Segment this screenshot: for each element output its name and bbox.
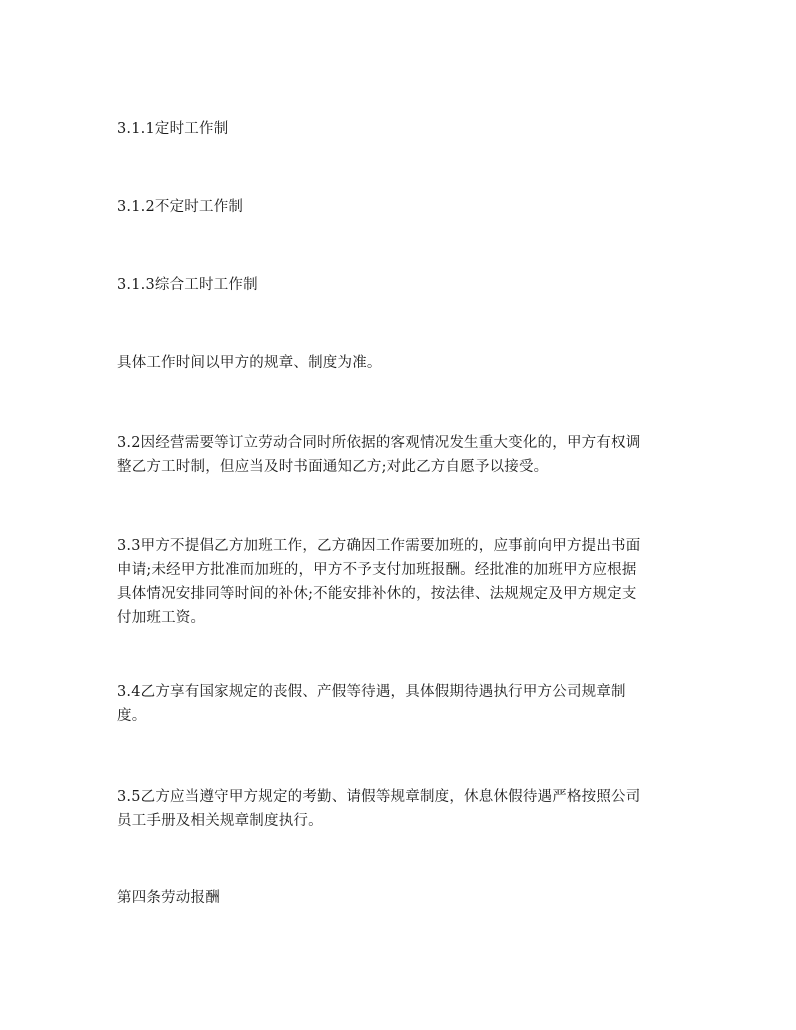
text-line: 度。 — [117, 708, 147, 724]
clause-3-5 — [117, 785, 681, 833]
text-line: 3.5乙方应当遵守甲方规定的考勤、请假等规章制度，休息休假待遇严格按照公司 — [117, 789, 641, 805]
text-line: 3.1.1定时工作制 — [117, 121, 229, 137]
clause-3-1-2 — [117, 195, 681, 219]
text-line: 3.3甲方不提倡乙方加班工作，乙方确因工作需要加班的，应事前向甲方提出书面 — [117, 538, 641, 554]
text-line: 具体工作时间以甲方的规章、制度为准。 — [117, 355, 382, 371]
text-line: 员工手册及相关规章制度执行。 — [117, 813, 323, 829]
clause-3-4 — [117, 680, 681, 728]
text-line: 3.1.3综合工时工作制 — [117, 277, 258, 293]
text-line: 付加班工资。 — [117, 610, 206, 626]
text-line: 具体情况安排同等时间的补休;不能安排补休的，按法律、法规规定及甲方规定支 — [117, 586, 637, 602]
clause-3-2 — [117, 431, 681, 479]
clause-3-1-3 — [117, 273, 681, 297]
working-hours-note — [117, 351, 681, 375]
text-line: 3.2因经营需要等订立劳动合同时所依据的客观情况发生重大变化的，甲方有权调 — [117, 435, 641, 451]
section-heading-article-4 — [117, 886, 681, 910]
text-line: 3.1.2不定时工作制 — [117, 199, 244, 215]
text-line: 3.4乙方享有国家规定的丧假、产假等待遇，具体假期待遇执行甲方公司规章制 — [117, 684, 626, 700]
text-line: 整乙方工时制，但应当及时书面通知乙方;对此乙方自愿予以接受。 — [117, 459, 549, 475]
text-line: 申请;未经甲方批准而加班的，甲方不予支付加班报酬。经批准的加班甲方应根据 — [117, 562, 637, 578]
text-line: 第四条劳动报酬 — [117, 890, 220, 906]
clause-3-1-1 — [117, 117, 681, 141]
clause-3-3 — [117, 534, 681, 630]
